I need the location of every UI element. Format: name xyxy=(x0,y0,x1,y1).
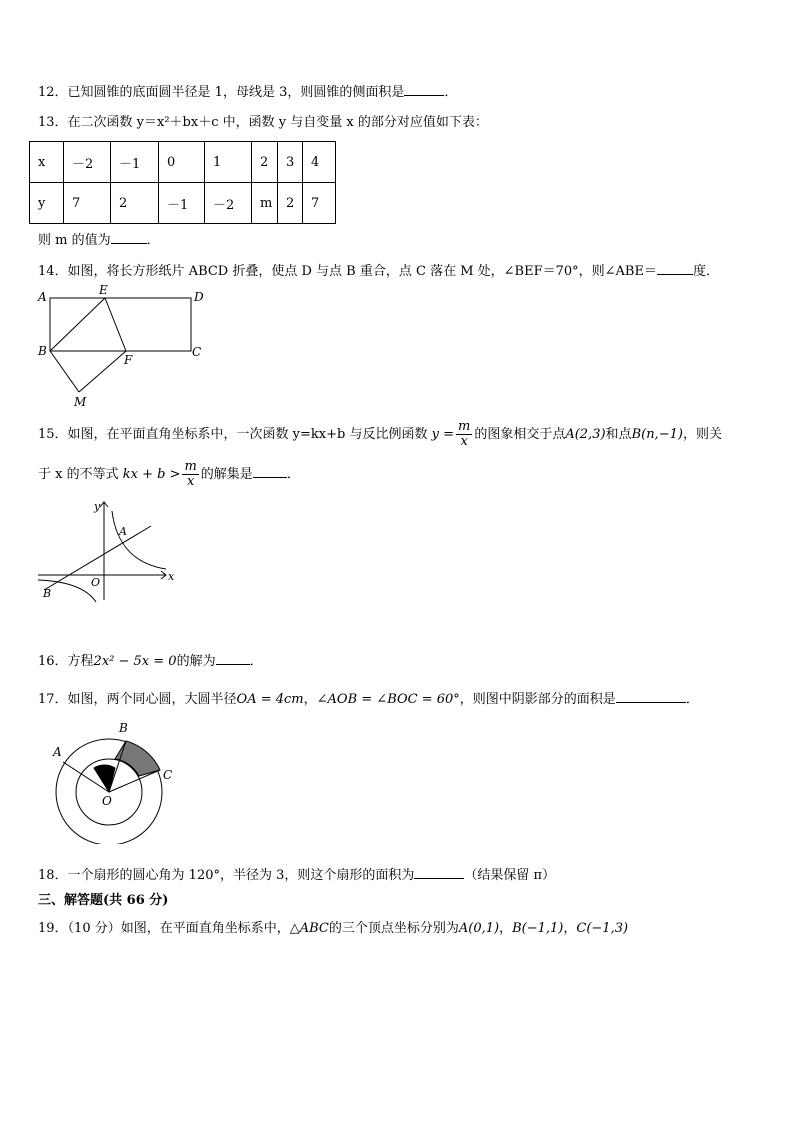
angle-equation: ∠AOB = ∠BOC = 60° xyxy=(316,692,460,707)
question-19-mid: 的三个顶点坐标分别为 xyxy=(328,921,459,936)
label-point-a: A xyxy=(119,525,127,538)
table-cell: －1 xyxy=(111,142,159,183)
question-15-line1 xyxy=(38,420,722,450)
fraction-m-over-x-2 xyxy=(182,460,198,489)
table-cell: 7 xyxy=(303,183,336,224)
label-m: M xyxy=(74,395,87,409)
label-b: B xyxy=(119,721,128,735)
label-x: x xyxy=(168,570,175,583)
table-row-y xyxy=(30,183,336,224)
label-origin: O xyxy=(91,576,101,589)
answer-blank xyxy=(111,231,147,244)
table-cell: 2 xyxy=(111,183,159,224)
label-a: A xyxy=(38,290,47,304)
question-15-text: 15．如图，在平面直角坐标系中，一次函数 y=kx+b 与反比例函数 xyxy=(38,427,428,442)
table-cell: 3 xyxy=(278,142,303,183)
concentric-circles-figure xyxy=(46,716,186,844)
point-b: B(n,−1) xyxy=(631,427,683,442)
question-15-and: 和点 xyxy=(605,427,632,442)
coordinate-c: C(−1,3) xyxy=(576,921,629,936)
table-cell: 2 xyxy=(252,142,278,183)
label-y: y xyxy=(94,500,101,513)
separator: ， xyxy=(499,921,513,936)
triangle-abc: △ABC xyxy=(289,921,329,936)
point-a: A(2,3) xyxy=(565,427,606,442)
radius-oa: OA = 4cm xyxy=(236,692,304,707)
inequality: kx + b > xyxy=(122,467,181,482)
question-13 xyxy=(38,114,488,132)
fraction-numerator: m xyxy=(184,459,197,474)
question-18 xyxy=(38,866,555,885)
label-f: F xyxy=(124,353,133,367)
table-cell: －1 xyxy=(159,183,205,224)
table-cell: 7 xyxy=(64,183,111,224)
table-cell: 0 xyxy=(159,142,205,183)
table-cell: x xyxy=(30,142,64,183)
section-heading xyxy=(38,892,168,910)
label-d: D xyxy=(194,290,204,304)
question-15-text-2: 的图象相交于点 xyxy=(474,427,566,442)
question-16-prefix: 16．方程 xyxy=(38,654,94,669)
question-18-text: 18．一个扇形的圆心角为 120°，半径为 3，则这个扇形的面积为 xyxy=(38,868,415,883)
coordinate-graph xyxy=(34,496,184,604)
question-12-end: ． xyxy=(444,85,458,100)
segment-ef xyxy=(105,298,126,351)
fraction-denominator: x xyxy=(460,434,468,449)
label-e: E xyxy=(99,284,108,297)
question-13-answer-end: ． xyxy=(146,233,160,248)
separator: ， xyxy=(563,921,577,936)
table-cell: m xyxy=(252,183,278,224)
coordinate-b: B(−1,1) xyxy=(512,921,564,936)
question-14 xyxy=(38,262,719,281)
question-17-end: ． xyxy=(685,692,699,707)
label-b: B xyxy=(38,344,47,358)
question-13-answer-prefix: 则 m 的值为 xyxy=(38,233,111,248)
section-title: 三、解答题(共 66 分) xyxy=(38,893,169,908)
question-16 xyxy=(38,652,263,671)
question-13-answer xyxy=(38,231,160,250)
segment-bm xyxy=(50,351,79,392)
fraction-m-over-x xyxy=(456,420,472,449)
rectangle-abcd xyxy=(50,298,191,351)
question-12-text: 12．已知圆锥的底面圆半径是 1，母线是 3，则圆锥的侧面积是 xyxy=(38,85,405,100)
rectangle-fold-figure xyxy=(30,284,220,412)
question-17 xyxy=(38,690,699,709)
shaded-sector-small xyxy=(94,765,115,792)
answer-blank xyxy=(414,866,464,879)
label-a: A xyxy=(53,745,62,759)
table-cell: －2 xyxy=(64,142,111,183)
question-18-end: （结果保留 π） xyxy=(464,868,556,883)
question-13-text: 13．在二次函数 y＝x²＋bx＋c 中，函数 y 与自变量 x 的部分对应值如下表： xyxy=(38,115,488,130)
answer-blank xyxy=(404,83,444,96)
question-17-separator: ， xyxy=(303,692,317,707)
hyperbola-branch-first-quadrant xyxy=(112,511,166,569)
shaded-ring-sector xyxy=(115,741,160,776)
coordinate-a: A(0,1) xyxy=(458,921,500,936)
question-16-end: ． xyxy=(249,654,263,669)
question-14-end: 度． xyxy=(692,264,719,279)
segment-be xyxy=(50,298,105,351)
y-equals: y = xyxy=(431,427,454,442)
value-table xyxy=(29,141,336,224)
equation: 2x² − 5x = 0 xyxy=(93,654,177,669)
label-c: C xyxy=(192,345,202,359)
question-16-suffix: 的解为 xyxy=(176,654,216,669)
table-cell: 2 xyxy=(278,183,303,224)
question-19 xyxy=(38,920,628,938)
question-19-text: 19．（10 分）如图，在平面直角坐标系中， xyxy=(38,921,290,936)
table-row-x xyxy=(30,142,336,183)
label-c: C xyxy=(163,768,173,782)
question-17-prefix: 17．如图，两个同心圆，大圆半径 xyxy=(38,692,237,707)
table-cell: y xyxy=(30,183,64,224)
answer-blank xyxy=(216,652,250,665)
question-15-line2-suffix: 的解集是 xyxy=(200,467,253,482)
answer-blank xyxy=(253,465,287,478)
fraction-denominator: x xyxy=(186,474,195,489)
radius-oc-line xyxy=(109,770,160,792)
label-o: O xyxy=(102,794,112,808)
question-15-line2-prefix: 于 x 的不等式 xyxy=(38,467,119,482)
segment-mf xyxy=(79,351,126,392)
question-17-suffix: ，则图中阴影部分的面积是 xyxy=(459,692,616,707)
question-15-line2 xyxy=(38,460,300,490)
table-cell: －2 xyxy=(205,183,252,224)
fraction-numerator: m xyxy=(457,419,471,434)
table-cell: 1 xyxy=(205,142,252,183)
table-cell: 4 xyxy=(303,142,336,183)
answer-blank xyxy=(657,262,693,275)
label-point-b: B xyxy=(43,587,52,600)
answer-blank xyxy=(616,690,686,703)
question-15-end: ． xyxy=(286,467,300,482)
question-12 xyxy=(38,83,457,102)
question-14-text: 14．如图，将长方形纸片 ABCD 折叠，使点 D 与点 B 重合，点 C 落在 M 处，∠BEF＝70°，则∠ABE＝ xyxy=(38,264,657,279)
question-15-text-3: ，则关 xyxy=(682,427,722,442)
